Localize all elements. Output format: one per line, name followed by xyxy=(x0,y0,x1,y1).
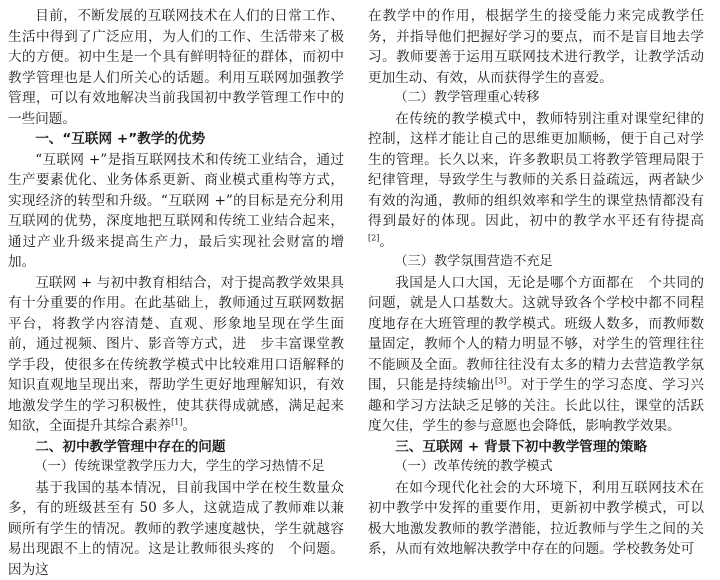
citation-ref-3: [3] xyxy=(495,376,506,385)
paragraph-reform: 在如今现代化社会的大环境下，利用互联网技术在初中教学中发挥的重要作用，更新初中教学模式，可以极大地激发教师的教学潜能，拉近教师与学生之间的关系，从而有效地解决教学中存在的问题。学校教务处可 xyxy=(368,478,704,560)
paragraph-text-end: 。 xyxy=(182,418,196,434)
paragraph-text: 在传统的教学模式中，教师特别注重对课堂纪律的控制，这样才能让自己的思维更加顺畅，便于自己对学生的管理。长久以来，许多教职员工将教学管理局限于纪律管理，导致学生与教师的关系日益疏远，两者缺少有效的沟通，教师的组织效率和学生的课堂热情都没有得到最好的体现。因此，初中的教学水平还有待提高 xyxy=(368,111,704,230)
paragraph-internet-plus-education xyxy=(8,273,344,437)
paragraph-text-end: 。对于学生的学习态度、学习兴趣和学习方法缺乏足够的关注。长此以往，课堂的活跃度欠佳，学生的参与意愿也会降低，影响教学效果。 xyxy=(368,377,704,434)
paragraph-text: 互联网 + 与初中教育相结合，对于提高教学效果具有十分重要的作用。在此基础上，教师通过互联网数据平台，将教学内容清楚、直观、形象地呈现在学生面前，通过视频、图片、影音等方式，进 步丰富课堂教学手段，使很多在传统教学模式中比较难用口语解释的知识直观地呈现出来，帮助学生更好地理解知识，有效地激发学生的学习积极性，使其获得成就感，满足起来知欲，全面提升其综合素养 xyxy=(8,275,344,435)
subsection-heading-atmosphere: （三）教学氛围营造不充足 xyxy=(368,252,704,273)
paragraph-text: 我国是人口大国，无论是哪个方面都在 个共同的问题，就是人口基数大。这就导致各个学校中都不同程度地存在大班管理的教学模式。班级人数多，而教师数量固定，教师个人的精力明显不够，对学生的管理往往不能顾及全面。教师往往没有太多的精力去营造教学氛围，只能是持续输出 xyxy=(368,275,704,394)
paragraph-class-size: 基于我国的基本情况，目前我国中学在校生数量众多，有的班级甚至有 50 多人，这就造成了教师难以兼顾所有学生的情况。教师的教学速度越快，学生就越容易出现跟不上的情况。这是让教师很头疼的 个问题。因为这 xyxy=(8,478,344,580)
paragraph-internet-plus-definition: “互联网 +”是指互联网技术和传统工业结合，通过生产要素优化、业务体系更新、商业模式重构等方式，实现经济的转型和升级。“互联网 +”的目标是充分利用互联网的优势，深度地把互联网和传统工业结合起来，通过产业升级来提高生产力，最后实现社会财富的增加。 xyxy=(8,150,344,273)
paragraph-text-end: 。 xyxy=(379,234,393,250)
paragraph-discipline xyxy=(368,109,704,253)
section-heading-strategies: 三、互联网 + 背景下初中教学管理的策略 xyxy=(368,437,704,458)
section-heading-problems: 二、初中教学管理中存在的问题 xyxy=(8,437,344,458)
subsection-heading-pressure: （一）传统课堂教学压力大，学生的学习热情不足 xyxy=(8,457,344,478)
subsection-heading-focus-shift: （二）教学管理重心转移 xyxy=(368,88,704,109)
paragraph-intro: 目前，不断发展的互联网技术在人们的日常工作、生活中得到了广泛应用，为人们的工作、生活带来了极大的方便。初中生是一个具有鲜明特征的群体，而初中教学管理也是人们所关心的话题。利用互联网加强教学管理，可以有效地解决当前我国初中教学管理工作中的一些问题。 xyxy=(8,6,344,129)
left-column xyxy=(8,6,344,580)
subsection-heading-reform: （一）改革传统的教学模式 xyxy=(368,457,704,478)
citation-ref-1: [1] xyxy=(171,417,182,426)
paragraph-population xyxy=(368,273,704,437)
citation-ref-2: [2] xyxy=(368,233,379,242)
section-heading-advantages: 一、“互联网 +”教学的优势 xyxy=(8,129,344,150)
right-column xyxy=(368,6,704,560)
paragraph-continued: 在教学中的作用，根据学生的接受能力来完成教学任务，并指导他们把握好学习的要点，而不是盲目地去学习。教师要善于运用互联网技术进行教学，让教学活动更加生动、有效，从而获得学生的喜爱。 xyxy=(368,6,704,88)
